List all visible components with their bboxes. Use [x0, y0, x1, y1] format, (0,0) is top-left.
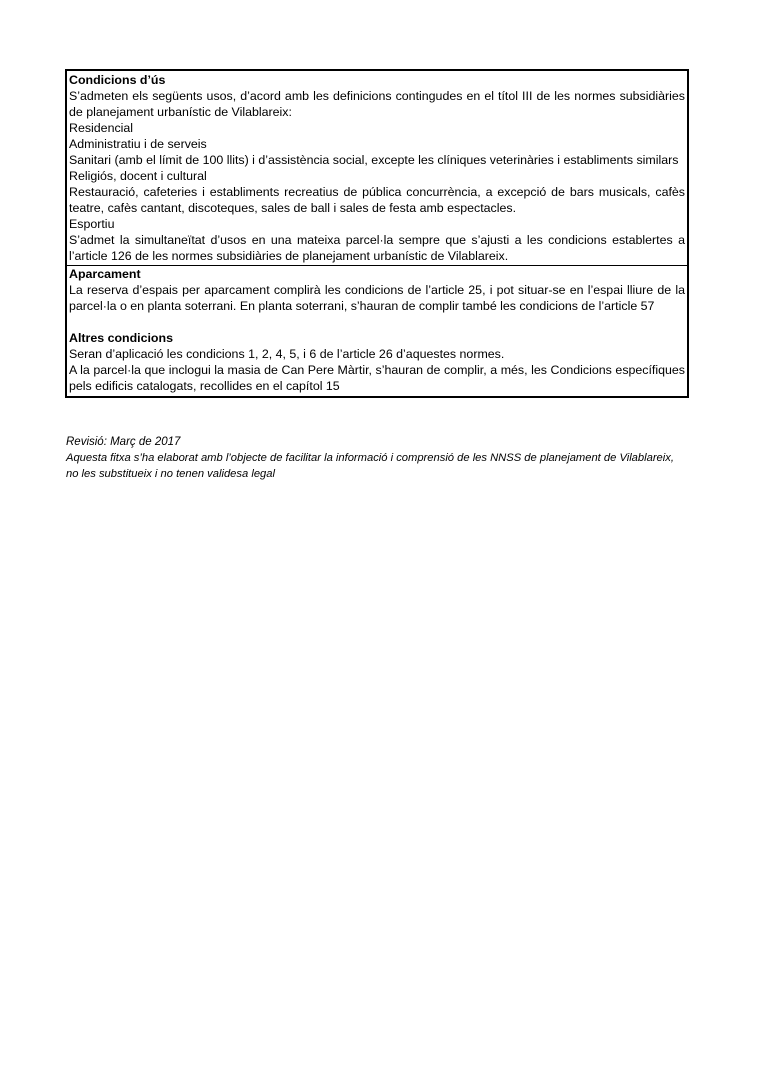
us-intro: S’admeten els següents usos, d’acord amb les definicions contingudes en el títol III de les normes subsidiàries de planejament urbanístic de Vilablareix: — [69, 89, 685, 119]
footer-note — [66, 434, 686, 482]
section-title-aparcament: Aparcament — [69, 267, 141, 281]
use-item: Restauració, cafeteries i establiments recreatius de pública concurrència, a excepció de bars musicals, cafès teatre, cafès cantant, discoteques, sales de ball i sales de festa amb espectacles. — [69, 185, 685, 215]
section-title-altres: Altres condicions — [69, 331, 173, 345]
section-title-us: Condicions d’ús — [69, 73, 166, 87]
altres-line-2: A la parcel·la que inclogui la masia de Can Pere Màrtir, s’hauran de complir, a més, les Condicions específiques pels edificis catalogats, recollides en el capítol 15 — [69, 363, 685, 393]
spacer — [69, 314, 685, 330]
disclaimer: Aquesta fitxa s’ha elaborat amb l’objecte de facilitar la informació i comprensió de les NNSS de planejament de Vilablareix, no les substitueix i no tenen validesa legal — [66, 452, 674, 480]
conditions-box — [65, 69, 689, 398]
section-us — [69, 72, 685, 264]
aparcament-text: La reserva d’espais per aparcament complirà les condicions de l’article 25, i pot situar-se en l’espai lliure de la parcel·la o en planta soterrani. En planta soterrani, s’hauran de complir també les condicions de l’article 57 — [69, 283, 685, 313]
section-altres — [69, 330, 685, 394]
use-item: Religiós, docent i cultural — [69, 169, 207, 183]
section-aparcament — [69, 266, 685, 314]
altres-line-1: Seran d’aplicació les condicions 1, 2, 4, 5, i 6 de l’article 26 d’aquestes normes. — [69, 347, 505, 361]
use-item: Esportiu — [69, 217, 115, 231]
use-item: Residencial — [69, 121, 134, 135]
us-simultaneity: S’admet la simultaneïtat d’usos en una mateixa parcel·la sempre que s’ajusti a les condicions establertes a l’article 126 de les normes subsidiàries de planejament urbanístic de Vilablareix. — [69, 233, 685, 263]
revision-date: Revisió: Març de 2017 — [66, 436, 181, 448]
use-item: Administratiu i de serveis — [69, 137, 207, 151]
use-item: Sanitari (amb el límit de 100 llits) i d’assistència social, excepte les clíniques veterinàries i establiments similars — [69, 153, 679, 167]
